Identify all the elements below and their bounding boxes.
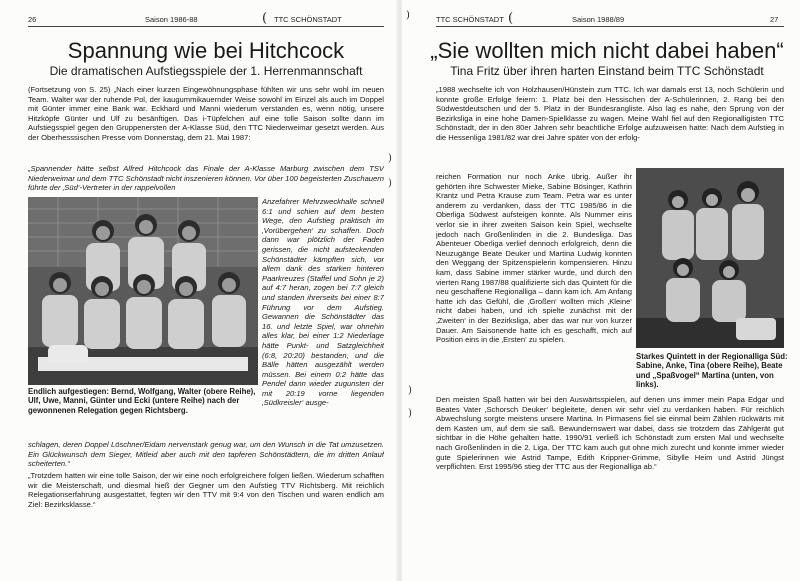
right-page [402,0,800,581]
right-photo-caption: Starkes Quintett in der Regionalliga Süd: Sabine, Anke, Tina (obere Reihe), Beate und „Spaßvogel“ Martina (unten, von links). [636,352,788,390]
right-header-rule [436,26,784,27]
binding-mark: ) [388,153,392,164]
left-article-subtitle: Die dramatischen Aufstiegsspiele der 1. Herrenmannschaft [49,64,363,78]
binding-mark: ) [406,10,410,21]
binding-mark: ) [388,178,392,189]
right-article-title: „Sie wollten mich nicht dabei haben“ [430,38,784,63]
right-article-subtitle: Tina Fritz über ihren harten Einstand beim TTC Schönstadt [450,64,764,78]
right-club-swirl-icon: ( [508,11,514,26]
right-column-paragraph: reichen Formation nur noch Anke übrig. Außer ihr gehörten ihre Schwester Mieke, Sabine Bösinger, Kathrin Krantz und Petra Krause zum Team. Petra war es unter anderem zu verdanken, dass der TTC 1985/86 in die Oberliga Südwest aufsteigen konnte. Als Nummer eins verlor sie in ihrer zweiten Saison kein Spiel, wechselte jedoch nach Großenlinden in die 2. Bundesliga. Das Abenteuer Oberliga verlief dennoch erfolgreich, denn die Neuzugänge Beate Deuker und Martina Ludwig konnten den Weggang der Spitzenspielerin kompensieren. Hinzu kam, dass Sabine immer stärker wurde, und durch den vierten Rang 1987/88 qualifizierte sich das Quintett für die neu geschaffene Regionalliga – dann kam ich. Am Anfang hatte ich das Gefühl, die ‚Großen‘ wollten mich ‚Kleine‘ nicht dabei haben, und ich spielte zunächst mit der ‚Zweiten‘ in der Bezirksliga, aber das war nur von kurzer Dauer. Am Saisonende hatte ich es geschafft, mich auf Position eins in die ‚Ersten‘ zu spielen. [436,172,632,345]
left-intro-paragraph: (Fortsetzung von S. 25) „Nach einer kurzen Eingewöhnungsphase fühlten wir uns sehr wohl im neuen Team. Walter war der ruhende Pol, der kaugummikauernder Weise sowohl im Einzel als auch im Doppel mit Günter immer eine Bank war. Eckhard und Manni wiederum verstanden es, wenn nötig, unsere Hitzköpfe Günter und Ulf zu besänftigen. Das i-Tüpfelchen auf eine tolle Saison sollte dann im Aufstiegsspiel gegen den Gruppenersten der A-Klasse Süd, den TTC Niederweimar gesetzt werden. Aus der Oberhesssischen Presse vom Donnerstag, dem 21. Mai 1987: [28,85,384,142]
left-photo-caption: Endlich aufgestiegen: Bernd, Wolfgang, Walter (obere Reihe), Ulf, Uwe, Manni, Günter und Ecki (untere Reihe) nach der gewonnenen Relegation gegen Richtsberg. [28,387,256,415]
left-header-rule [28,26,384,27]
left-page-number: 26 [28,15,37,24]
left-season-label: Saison 1986-88 [145,15,198,24]
team-photo-women [636,168,784,348]
right-outro-paragraph: Den meisten Spaß hatten wir bei den Auswärtsspielen, auf denen uns immer mein Papa Edgar und Beates Vater ‚Schorsch Deuker‘ begleitete, denen wir sehr viel zu verdanken haben. Für reichlich Abwechslung sorgte meistens unsere Martina. In Pirmasens fiel sie einmal beim Zählen rückwärts mit dem Kasten um, auf dem sie saß. Bewundernswert war dabei, dass sie trotzdem das Zählgerät gut sichtbar in die Höhe gehalten hatte. 1990/91 verließ ich Schönstadt zum ersten Mal und wechselte nach Großenlinden in die 2. Liga. Der TTC kam auch gut ohne mich zurecht und konnte immer wieder gute Spielerinnen wie Astrid Tampe, Edith Krippner-Grimme, Sibylle Heim und Astrid Jüngst verpflichten. Erst 1995/96 stieg der TTC aus der Regionalliga ab.“ [436,395,784,472]
left-quote-bottom: schlagen, deren Doppel Löschner/Eidam nervenstark genug war, um den Wunsch in die Tat umzusetzen. Ein Glückwunsch dem Sieger, Mitleid aber auch mit den tapferen Schönstädtern, die im dritten Anlauf scheiterten.“ [28,440,384,469]
right-page-number: 27 [770,15,779,24]
left-article-title: Spannung wie bei Hitchcock [67,38,345,63]
right-club-name: TTC SCHÖNSTADT [436,15,504,24]
left-quote-side: Anzefahrer Mehrzweckhalle schnell 6:1 und schien auf dem besten Wege, den Aufstieg praktisch im ‚Vorübergehen‘ zu schaffen. Doch dann war plötzlich der Faden gerissen, die nicht aufsteckenden Schönstädter kämpften sich, vor allem dank des starken hinteren Paarkreuzes (Staffel und Sohn je 2) auf 4:7 heran, zogen bei 7:7 gleich und standen ihrerseits bei einer 8:7 Führung vor dem Aufstieg. Gewannen die Schönstädter das 16. und letzte Spiel, war ohnehin alles klar, bei einer 1:2 Niederlage hätte Punkt- und Satzgleichheit (6:8, 20:20) bestanden, und die Bälle hätten ausgezählt werden müssen. Bei einem 0:2 hätte das Pendel dann wieder zugunsten der mit 20:19 vorne liegenden ‚Südkreisler‘ ausge- [262,197,384,408]
left-outro-paragraph: „Trotzdem hatten wir eine tolle Saison, der wir eine noch erfolgreichere folgen ließen. Wiederum schafften wir die Meisterschaft, und diesmal hieß der Gegner um den Aufstieg TTV Richtsberg. Mit reichlich Relegationserfahrung ausgestattet, fegten wir den TTV mit 9:4 von den Tischen und waren endlich am Ziel: Bezirksklasse.“ [28,471,384,509]
binding-mark: ) [408,408,412,419]
team-photo-men [28,197,258,385]
team-photo-men-image [28,197,258,385]
team-photo-women-image [636,168,784,348]
left-club-swirl-icon: ( [262,11,268,26]
left-page [0,0,398,581]
binding-mark: ) [408,385,412,396]
right-intro-paragraph: „1988 wechselte ich von Holzhausen/Hünstein zum TTC. Ich war damals erst 13, noch Schülerin und konnte große Erfolge feiern: 1. Platz bei den Hessischen der A-Schülerinnen, 2. Rang bei den Südwestdeutschen und der 5. Platz in der Bundesrangliste. Also lag es nahe, den Sprung von der Bezirksliga in eine hohe Damen-Spielklasse zu wagen. Meine Wahl fiel auf den Regionalligisten TTC Schönstadt, der in den 80er Jahren sehr beachtliche Erfolge aufzuweisen hatte: Nach dem Aufstieg in die Hessenliga 1981/82 war drei Jahre später von der erfolg- [436,85,784,142]
left-club-name: TTC SCHÖNSTADT [274,15,342,24]
right-season-label: Saison 1988/89 [572,15,625,24]
left-quote-top: „Spannender hätte selbst Alfred Hitchcock das Finale der A-Klasse Marburg zwischen dem TSV Niederweimar und dem TTC Schönstadt nicht inszenieren können. Vor über 100 begeisterten Zuschauern führte der ‚Süd‘-Vertreter in der rappelvollen [28,164,384,193]
